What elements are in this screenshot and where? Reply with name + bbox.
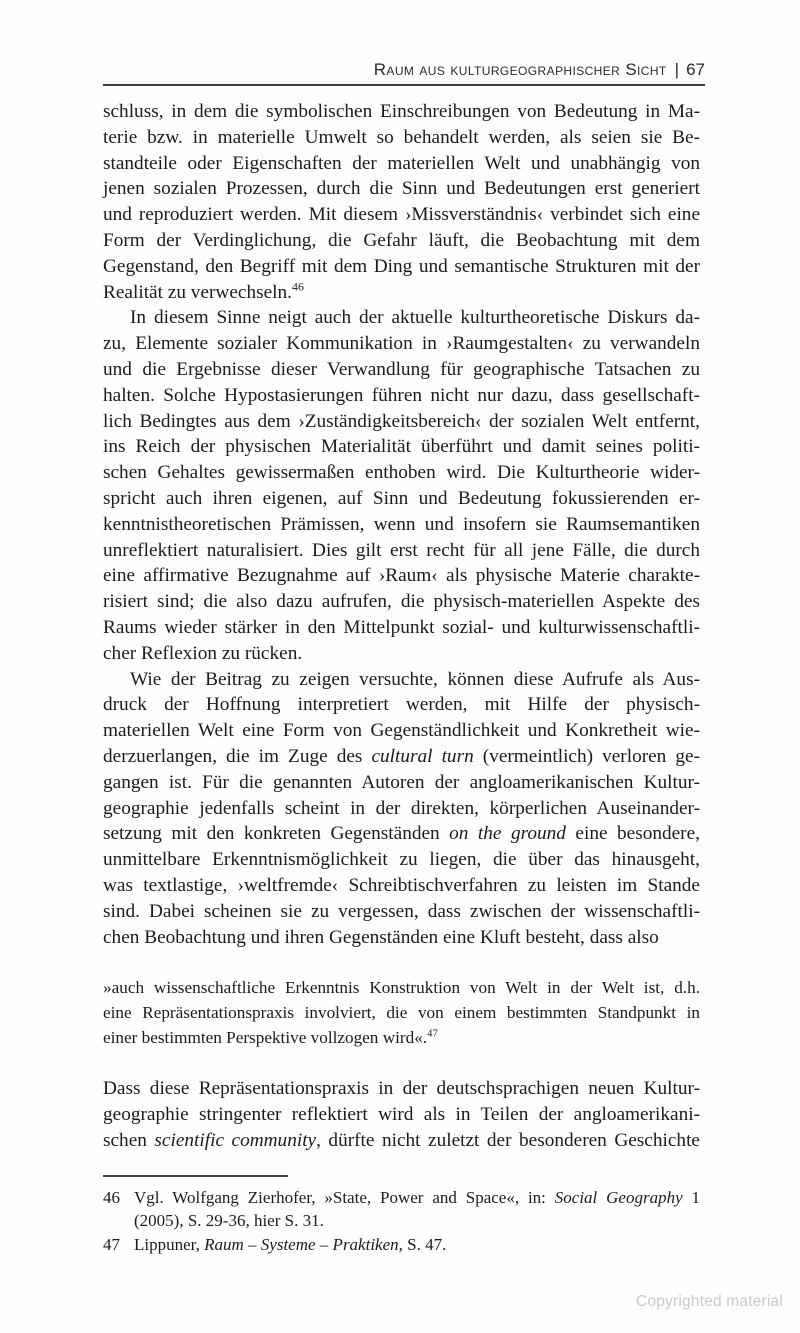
text-line	[103, 409, 700, 435]
text-segment: eine Repräsentationspraxis involviert, die von einem bestimmten Standpunkt in	[103, 1003, 700, 1023]
text-line	[103, 847, 700, 873]
watermark: Copyrighted material	[635, 1293, 783, 1310]
text-line	[103, 873, 700, 899]
footnote-rule	[103, 1175, 288, 1177]
text-line	[103, 151, 700, 177]
text-line	[103, 383, 700, 409]
text-segment: »auch wissenschaftliche Erkenntnis Konstruktion von Welt in der Welt ist, d.h.	[103, 978, 700, 998]
italic-text: on the ground	[449, 823, 566, 845]
italic-text: scientific community	[154, 1129, 317, 1151]
text-segment: eine besondere,	[565, 823, 700, 845]
italic-text: Raum – Systeme – Praktiken,	[204, 1234, 403, 1254]
text-segment: S. 47.	[402, 1234, 447, 1254]
text-segment: unreflektiert naturalisiert. Dies gilt erst recht für all jene Fälle, die durch	[103, 539, 700, 561]
running-head-separator: |	[674, 60, 680, 79]
text-line	[134, 1209, 700, 1232]
text-line	[103, 563, 700, 589]
text-line	[103, 1128, 700, 1154]
text-segment: spricht auch ihren eigenen, auf Sinn und Bedeutung fokussierenden er-	[103, 487, 700, 509]
text-segment: setzung mit den konkreten Gegenständen	[103, 823, 450, 845]
paragraph	[103, 1076, 700, 1153]
text-segment: derzuerlangen, die im Zuge des	[103, 745, 372, 767]
text-line	[103, 512, 700, 538]
text-segment: gangen ist. Für die genannten Autoren der angloamerikanischen Kultur-	[103, 771, 700, 793]
text-segment: (2005), S. 29-36, hier S. 31.	[134, 1211, 324, 1231]
text-segment: eine affirmative Bezugnahme auf ›Raum‹ als physische Materie charakte-	[103, 565, 700, 587]
text-line	[103, 1102, 700, 1128]
text-segment: Realität zu verwechseln.	[103, 281, 292, 303]
text-line	[103, 796, 700, 822]
text-column	[103, 99, 700, 1256]
text-segment: und reproduziert werden. Mit diesem ›Missverständnis‹ verbindet sich eine	[103, 204, 700, 226]
text-line	[103, 821, 700, 847]
text-line	[103, 202, 700, 228]
paragraph	[103, 667, 700, 951]
text-line	[103, 254, 700, 280]
text-line	[103, 1000, 700, 1025]
footnote-reference: 46	[291, 279, 304, 294]
text-line	[103, 125, 700, 151]
text-line	[103, 899, 700, 925]
text-line	[103, 305, 700, 331]
text-segment: geographie jedenfalls scheint in der direkten, körperlichen Auseinander-	[103, 797, 700, 819]
text-segment: kenntnistheoretischen Prämissen, wenn und insofern sie Raumsemantiken	[103, 513, 700, 535]
text-line	[103, 1025, 700, 1050]
text-line	[103, 975, 700, 1000]
head-rule	[103, 84, 705, 86]
text-line	[103, 589, 700, 615]
text-segment: Vgl. Wolfgang Zierhofer, »State, Power and Space«, in:	[134, 1187, 555, 1207]
text-line	[103, 744, 700, 770]
footnote-item	[103, 1233, 700, 1256]
text-line	[103, 538, 700, 564]
text-line	[103, 434, 700, 460]
text-line	[103, 925, 700, 951]
page-body	[103, 99, 700, 1154]
text-segment: terie bzw. in materielle Umwelt so behandelt werden, als seien sie Be-	[103, 126, 700, 148]
text-line	[103, 460, 700, 486]
text-line	[103, 641, 700, 667]
text-segment: standteile oder Eigenschaften der materiellen Welt und unabhängig von	[103, 152, 700, 174]
paragraph	[103, 305, 700, 666]
footnote-number: 47	[103, 1234, 120, 1254]
text-segment: (vermeintlich) verloren ge-	[473, 745, 700, 767]
text-segment: einer bestimmten Perspektive vollzogen wird«.	[103, 1028, 428, 1048]
text-segment: druck der Hoffnung interpretiert werden, mit Hilfe der physisch-	[103, 694, 700, 716]
text-segment: Lippuner,	[134, 1234, 205, 1254]
text-segment: und die Ergebnisse dieser Verwandlung für geographische Tatsachen zu	[103, 358, 700, 380]
text-line	[103, 357, 700, 383]
text-line	[103, 486, 700, 512]
blockquote	[103, 975, 700, 1050]
text-line	[103, 99, 700, 125]
text-segment: Gegenstand, den Begriff mit dem Ding und semantische Strukturen mit der	[103, 255, 700, 277]
text-line	[103, 1076, 700, 1102]
running-head-title: Raum aus kulturgeographischer Sicht	[373, 60, 667, 79]
text-segment: Raums wieder stärker in den Mittelpunkt sozial- und kulturwissenschaftli-	[103, 616, 700, 638]
footnote-reference: 47	[427, 1028, 438, 1040]
text-segment: lich Bedingtes aus dem ›Zuständigkeitsbereich‹ der sozialen Welt entfernt,	[103, 410, 700, 432]
text-line	[103, 280, 700, 306]
italic-text: Social Geography	[554, 1187, 683, 1207]
text-line	[103, 692, 700, 718]
text-segment: geographie stringenter reflektiert wird als in Teilen der angloamerikani-	[103, 1104, 700, 1126]
text-segment: Form der Verdinglichung, die Gefahr läuft, die Beobachtung mit dem	[103, 229, 700, 251]
text-segment: risiert sind; die also dazu aufrufen, die physisch-materiellen Aspekte des	[103, 591, 700, 613]
text-line	[134, 1186, 700, 1209]
text-segment: materiellen Welt eine Form von Gegenständlichkeit und Konkretheit wie-	[103, 720, 700, 742]
text-segment: chen Beobachtung und ihren Gegenständen eine Kluft besteht, dass also	[103, 926, 659, 948]
text-segment: zu, Elemente sozialer Kommunikation in ›Raumgestalten‹ zu verwandeln	[103, 333, 700, 355]
text-segment: schen	[103, 1129, 155, 1151]
footnote-text	[134, 1186, 700, 1233]
text-segment: schen Gehaltes gewissermaßen enthoben wird. Die Kulturtheorie wider-	[103, 462, 700, 484]
text-line	[134, 1233, 700, 1256]
text-line	[103, 331, 700, 357]
text-segment: halten. Solche Hypostasierungen führen nicht nur dazu, dass gesellschaft-	[103, 384, 700, 406]
text-segment: cher Reflexion zu rücken.	[103, 642, 303, 664]
footnotes	[103, 1186, 700, 1256]
text-line	[103, 176, 700, 202]
text-segment: unmittelbare Erkenntnismöglichkeit zu liegen, die über das hinausgeht,	[103, 849, 700, 871]
text-segment: was textlastige, ›weltfremde‹ Schreibtischverfahren zu leisten im Stande	[103, 874, 700, 896]
text-segment: sind. Dabei scheinen sie zu vergessen, dass zwischen der wissenschaftli-	[103, 900, 700, 922]
footnote-item	[103, 1186, 700, 1233]
text-segment: Dass diese Repräsentationspraxis in der deutschsprachigen neuen Kultur-	[103, 1078, 700, 1100]
text-segment: 1	[682, 1187, 701, 1207]
footnote-number: 46	[103, 1187, 120, 1207]
text-line	[103, 228, 700, 254]
paragraph	[103, 99, 700, 305]
italic-text: cultural turn	[371, 745, 474, 767]
text-segment: schluss, in dem die symbolischen Einschreibungen von Bedeutung in Ma-	[103, 101, 700, 122]
page-number: 67	[686, 60, 705, 79]
running-head	[103, 60, 705, 80]
text-line	[103, 615, 700, 641]
text-line	[103, 667, 700, 693]
text-line	[103, 770, 700, 796]
text-segment: Wie der Beitrag zu zeigen versuchte, können diese Aufrufe als Aus-	[130, 668, 700, 690]
text-segment: , dürfte nicht zuletzt der besonderen Geschichte	[316, 1129, 700, 1151]
text-segment: jenen sozialen Prozessen, durch die Sinn und Bedeutungen erst generiert	[103, 178, 700, 200]
text-line	[103, 718, 700, 744]
footnote-text	[134, 1233, 700, 1256]
text-segment: ins Reich der physischen Materialität überführt und damit seines politi-	[103, 436, 700, 458]
text-segment: In diesem Sinne neigt auch der aktuelle kulturtheoretische Diskurs da-	[130, 307, 700, 329]
